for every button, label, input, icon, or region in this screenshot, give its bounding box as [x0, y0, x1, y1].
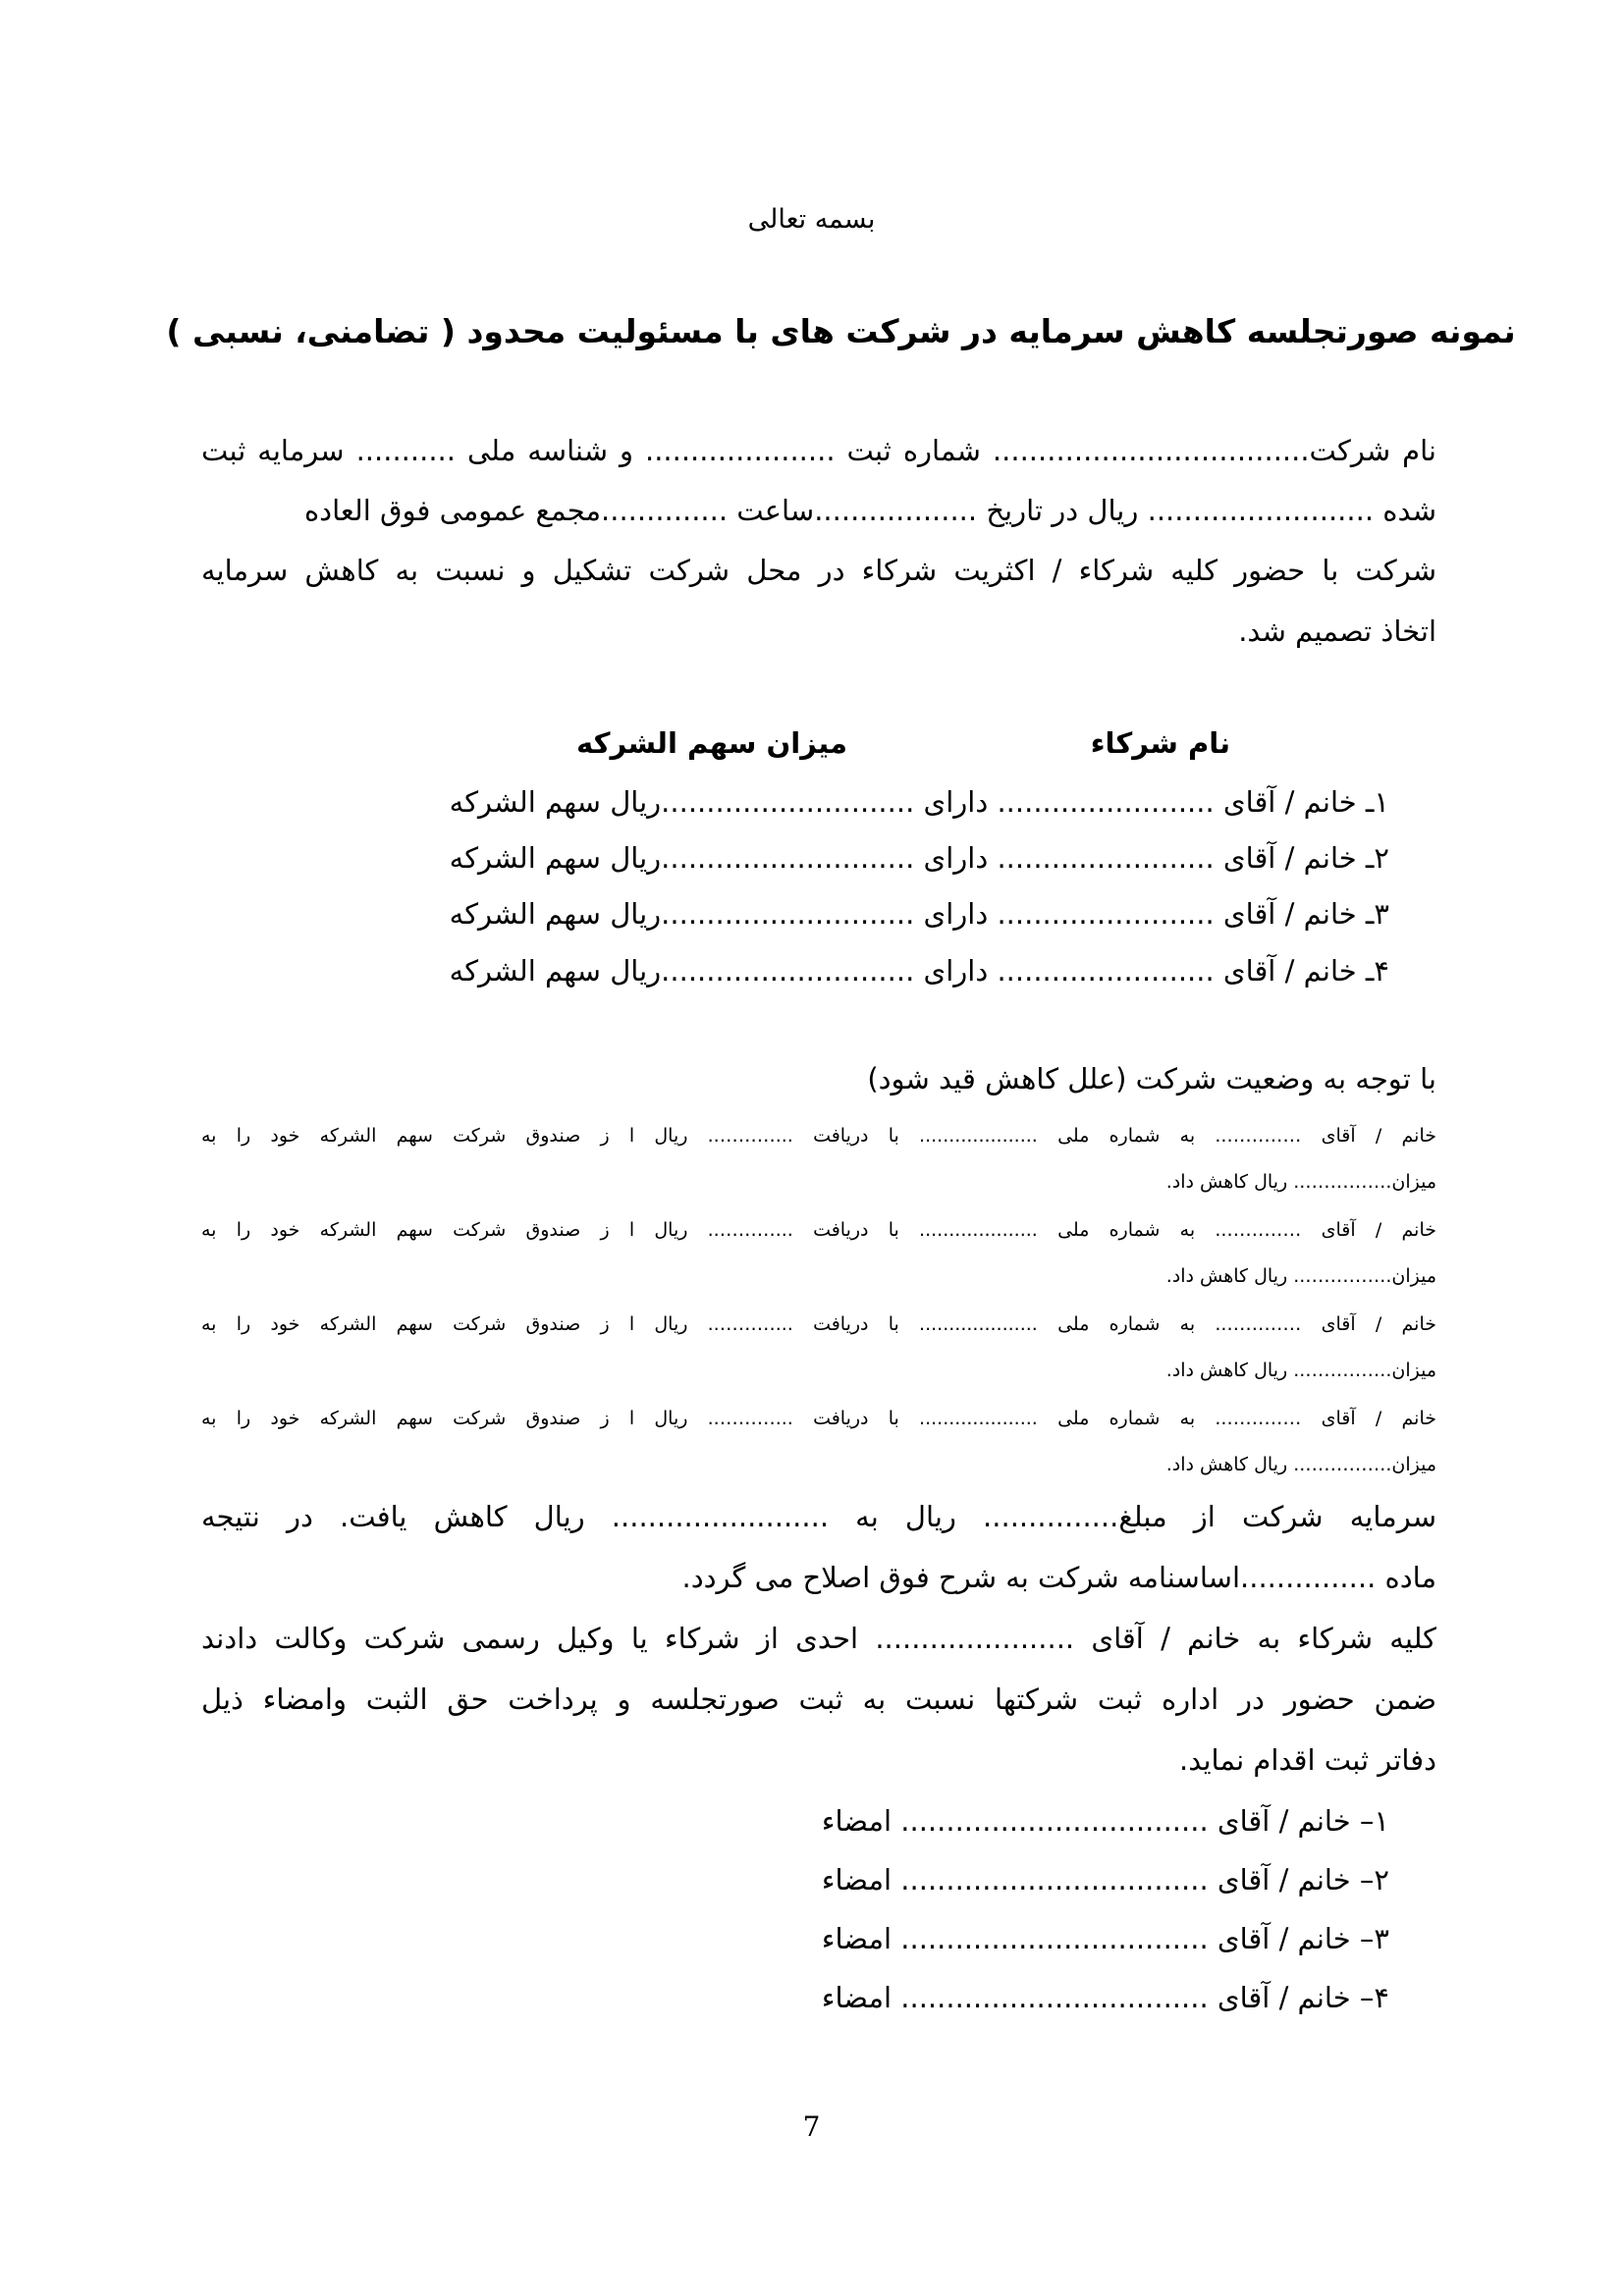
partner-row: ۱ـ خانم / آقای ........................ دارای ............................ریال سهم الشرکه	[449, 785, 1389, 819]
reduction-entry-line: میزان..………….. ریال کاهش داد.	[1165, 1171, 1436, 1193]
signature-row: ۱– خانم / آقای .................................. امضاء	[821, 1804, 1389, 1838]
partner-row: ۳ـ خانم / آقای ........................ دارای ............................ریال سهم الشرکه	[449, 897, 1389, 931]
intro-line: نام شرکت................................... شماره ثبت ..................... و شناسه ملی ........... سرمایه ثبت	[201, 434, 1436, 467]
reduction-entry-line: خانم / آقای ………….. به شماره ملی .................... با دریافت ...……….. ریال ا ز صندوق شرکت سهم الشرکه خود را به	[201, 1408, 1436, 1429]
conclusion-line: ماده ...............اساسنامه شرکت به شرح فوق اصلاح می گردد.	[681, 1561, 1436, 1594]
intro-line: شده ......................... ریال در تاریخ ..................ساعت ..............مجمع عمومی فوق العاده	[303, 494, 1436, 527]
conclusion-line: ضمن حضور در اداره ثبت شرکتها نسبت به ثبت صورتجلسه و پرداخت حق الثبت وامضاء ذیل	[201, 1682, 1436, 1716]
reduction-entry-line: میزان..………….. ریال کاهش داد.	[1165, 1360, 1436, 1381]
reduction-entry-line: خانم / آقای ………….. به شماره ملی .................... با دریافت ...……….. ریال ا ز صندوق شرکت سهم الشرکه خود را به	[201, 1313, 1436, 1335]
intro-line: شرکت با حضور کلیه شرکاء / اکثریت شرکاء در محل شرکت تشکیل و نسبت به کاهش سرمایه	[201, 554, 1436, 587]
reduction-entry-line: خانم / آقای ………….. به شماره ملی .................... با دریافت ...……….. ریال ا ز صندوق شرکت سهم الشرکه خود را به	[201, 1219, 1436, 1241]
signature-row: ۲– خانم / آقای .................................. امضاء	[821, 1863, 1389, 1896]
conclusion-line: دفاتر ثبت اقدام نماید.	[1179, 1743, 1436, 1777]
column-header-share-amount: میزان سهم الشرکه	[576, 726, 847, 760]
basmala: بسمه تعالی	[747, 204, 876, 235]
document-title: نمونه صورتجلسه کاهش سرمایه در شرکت های با مسئولیت محدود ( تضامنی، نسبی )	[166, 312, 1516, 350]
column-header-partner-name: نام شرکاء	[1090, 726, 1230, 760]
reduction-intro: با توجه به وضعیت شرکت (علل کاهش قید شود)	[867, 1062, 1436, 1095]
reduction-entry-line: میزان..………….. ریال کاهش داد.	[1165, 1454, 1436, 1475]
reduction-entry-line: میزان..………….. ریال کاهش داد.	[1165, 1265, 1436, 1287]
page-number: 7	[802, 2110, 821, 2143]
signature-row: ۴– خانم / آقای .................................. امضاء	[821, 1981, 1389, 2014]
partner-row: ۴ـ خانم / آقای ........................ دارای ............................ریال سهم الشرکه	[449, 954, 1389, 988]
intro-line: اتخاذ تصمیم شد.	[1238, 614, 1436, 648]
signature-row: ۳– خانم / آقای .................................. امضاء	[821, 1922, 1389, 1955]
conclusion-line: کلیه شرکاء به خانم / آقای ...................... احدی از شرکاء یا وکیل رسمی شرکت وکالت دادند	[201, 1622, 1436, 1655]
conclusion-line: سرمایه شرکت از مبلغ............... ریال به ........................ ریال کاهش یافت. در نتیجه	[201, 1500, 1436, 1533]
reduction-entry-line: خانم / آقای ………….. به شماره ملی .................... با دریافت ...……….. ریال ا ز صندوق شرکت سهم الشرکه خود را به	[201, 1125, 1436, 1147]
partner-row: ۲ـ خانم / آقای ........................ دارای ............................ریال سهم الشرکه	[449, 841, 1389, 875]
